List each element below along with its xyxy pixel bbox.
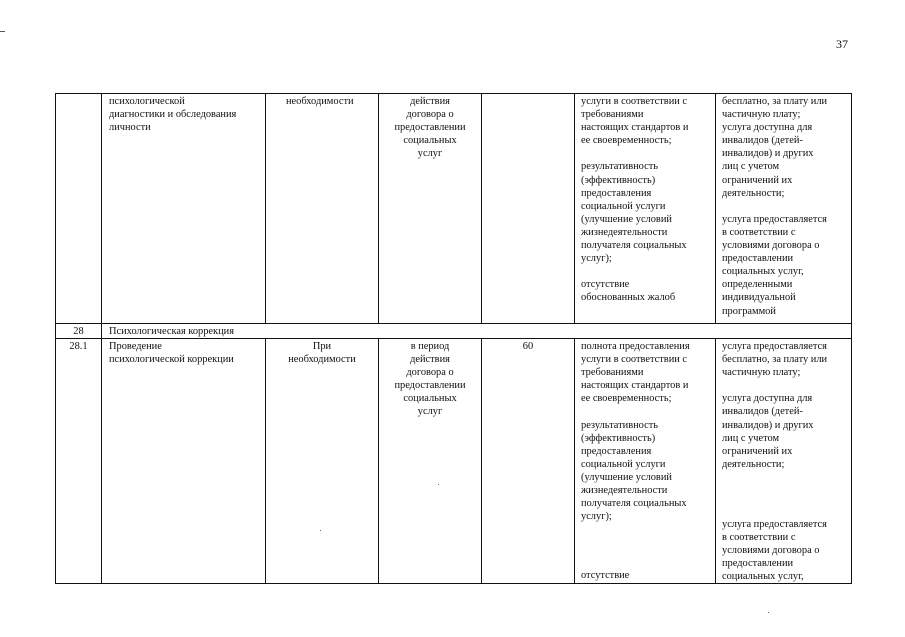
column-divider-6b: [715, 338, 716, 584]
scan-speck: [768, 612, 769, 613]
scan-speck: [438, 484, 439, 485]
cont-service-name: психологической диагностики и обследования личности: [109, 96, 237, 134]
column-divider-2b: [265, 338, 266, 584]
section-number: 28: [73, 326, 84, 337]
column-divider-5b: [574, 338, 575, 584]
cont-quality-indicators: услуги в соответствии с требованиями настоящих стандартов и ее своевременность; результативность (эффективность) предоставления социальной услуги (улучшение условий жизнедеятельности получателя социальных услуг); отсутствие обоснованных жалоб: [581, 96, 689, 304]
service-conditions: услуга предоставляется бесплатно, за плату или частичную плату; услуга доступна для инвалидов (детей- инвалидов) и других лиц с учетом ограничений их деятельности;: [722, 341, 828, 470]
service-name: Проведение психологической коррекции: [109, 341, 234, 366]
cont-service-period: необходимости: [286, 96, 354, 107]
cont-service-conditions: бесплатно, за плату или частичную плату; услуга доступна для инвалидов (детей- инвалидов) и других лиц с учетом ограничений их деятельности; услуга предоставляется в соответствии с условиями договора о предоставлении социальных услуг, определенными индивидуальной программой: [722, 96, 828, 317]
service-conditions-continued: услуга предоставляется в соответствии с условиями договора о предоставлении социальных услуг,: [722, 519, 827, 583]
page-number: 37: [836, 37, 848, 51]
service-term: в период действия договора о предоставлении социальных услуг: [394, 341, 466, 418]
quality-indicators-continued: отсутствие: [581, 570, 630, 581]
scan-speck: [320, 530, 321, 531]
section-row-top: [55, 323, 852, 324]
service-volume: 60: [522, 341, 534, 352]
cont-service-term: действия договора о предоставлении социальных услуг: [394, 96, 466, 160]
service-period: При необходимости: [288, 341, 356, 366]
scan-edge-mark: [0, 31, 5, 32]
table-border-top: [55, 93, 852, 94]
row-number: 28.1: [69, 341, 88, 352]
quality-indicators: полнота предоставления услуги в соответствии с требованиями настоящих стандартов и ее своевременность; результативность (эффективность) предоставления социальной услуги (улучшение условий жизнедеятельности получателя социальных услуг);: [581, 341, 690, 523]
section-title: Психологическая коррекция: [109, 326, 234, 337]
column-divider-5: [574, 93, 575, 323]
column-divider-3: [378, 93, 379, 323]
section-row-bottom: [55, 338, 852, 339]
column-divider-2: [265, 93, 266, 323]
column-divider-4b: [481, 338, 482, 584]
column-divider-4: [481, 93, 482, 323]
column-divider-6: [715, 93, 716, 323]
